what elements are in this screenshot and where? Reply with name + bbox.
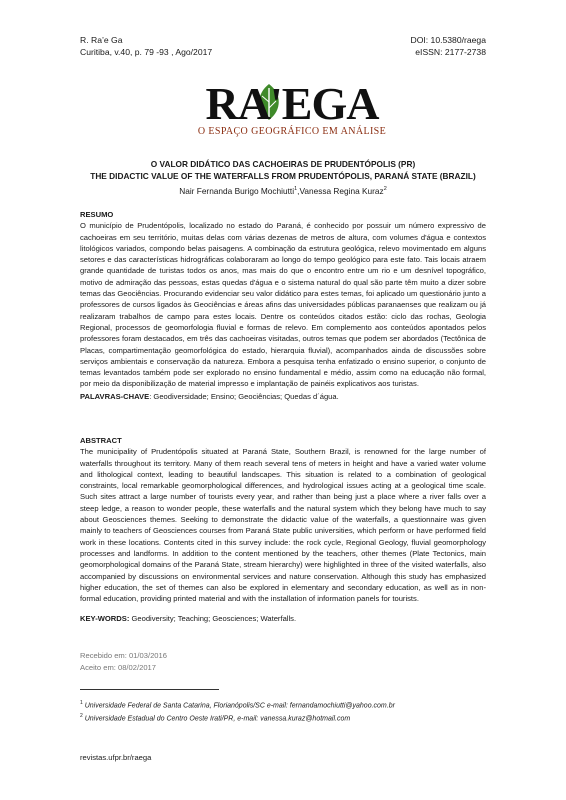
author-1: Nair Fernanda Burigo Mochiutti xyxy=(179,185,295,196)
journal-logo xyxy=(0,80,566,144)
footnote-divider xyxy=(80,689,219,690)
journal-url[interactable]: revistas.ufpr.br/raega xyxy=(80,753,152,762)
article-titles xyxy=(80,158,486,197)
keywords xyxy=(80,613,486,624)
abstract-heading: ABSTRACT xyxy=(80,436,122,445)
keywords-text: Geodiversity; Teaching; Geosciences; Waterfalls. xyxy=(129,614,297,624)
doi: DOI: 10.5380/raega xyxy=(410,35,486,45)
logo-tagline: O ESPAÇO GEOGRÁFICO EM ANÁLISE xyxy=(197,126,387,137)
journal-issue: Curitiba, v.40, p. 79 -93 , Ago/2017 xyxy=(80,47,213,57)
eissn: eISSN: 2177-2738 xyxy=(415,47,486,57)
submission-dates xyxy=(80,650,167,673)
palavras-chave-text: : Geodiversidade; Ensino; Geociências; Quedas d´água. xyxy=(149,391,339,401)
authors xyxy=(80,183,486,197)
journal-info xyxy=(80,34,212,58)
palavras-chave-label: PALAVRAS-CHAVE xyxy=(80,391,150,401)
accepted-date: Aceito em: 08/02/2017 xyxy=(80,662,156,672)
footnote-2 xyxy=(80,711,486,724)
journal-name: R. Ra’e Ga xyxy=(80,35,123,45)
author-2: Vanessa Regina Kuraz xyxy=(299,185,384,196)
keywords-label: KEY-WORDS: xyxy=(80,614,130,624)
logo-wordmark: RA'EGA xyxy=(205,78,379,129)
footnote-2-mark: 2 xyxy=(80,713,83,720)
resumo-section xyxy=(80,209,486,402)
author-2-note: 2 xyxy=(383,186,387,192)
author-1-note: 1 xyxy=(294,186,298,192)
received-date: Recebido em: 01/03/2016 xyxy=(80,651,167,660)
palavras-chave xyxy=(80,391,486,402)
doi-info xyxy=(411,34,487,58)
title-english: THE DIDACTIC VALUE OF THE WATERFALLS FROM PRUDENTÓPOLIS, PARANÁ STATE (BRAZIL) xyxy=(90,171,476,181)
footnote-1-text: Universidade Federal de Santa Catarina, Florianópolis/SC e-mail: fernandamochiutti@yahoo.com.br xyxy=(82,702,395,710)
footnote-1-mark: 1 xyxy=(80,700,83,706)
abstract-section xyxy=(80,435,486,625)
resumo-heading: RESUMO xyxy=(80,210,114,219)
author-separator: , xyxy=(297,185,300,196)
title-portuguese: O VALOR DIDÁTICO DAS CACHOEIRAS DE PRUDENTÓPOLIS (PR) xyxy=(150,159,416,169)
footnote-1 xyxy=(80,698,486,711)
footnote-2-text: Universidade Estadual do Centro Oeste Irati/PR, e-mail: vanessa.kuraz@hotmail.com xyxy=(82,715,351,723)
abstract-body: The municipality of Prudentópolis situated at Paraná State, Southern Brazil, is renowned for the large number of waterfalls throughout its territory. Many of them reach several tens of meters in height and have a varied water volume and lithological context, leading to beautiful landscapes. This situation is related to a combination of geological constraints, local remarkable geomorphological differences, and hydrological issues acting at a geological time scale. Such sites attract a large number of tourists every year, and rather than being just a place where a river falls over a steep ledge, a reason to wonder people, these waterfalls and the natural system which they belong have much to say about Geosciences themes. Seeking to demonstrate the didactic value of the waterfalls, a questionnaire was given mainly to teachers of Geosciences courses from Paraná State public universities, which perform or have performed field work in these locations. Contents cited in this survey include: the rock cycle, Regional Geology, fluvial geomorphology processes and landforms. In addition to the content mentioned by the teachers, other themes (Plate Tectonics, main geomorphological domains of the Paraná State, stream hierarchy) were highlighted in three of the visited waterfalls, also accompanied by discussions on environmental services and nature conservation. Although this study has emphasized higher education, the set of themes can also be explored in elementary and secondary education, as well as in non-formal education, providing printed material and with the installation of information panels for tourists. xyxy=(80,447,486,604)
footnotes xyxy=(80,698,486,725)
resumo-body: O município de Prudentópolis, localizado no estado do Paraná, é conhecido por possuir um número expressivo de cachoeiras em seu território, muitas delas com várias dezenas de metros de altura, com volumes d'água e contextos litológicos variados, compondo belas paisagens. A combinação da estrutura geológica, relevo movimentado em alguns setores e das características hidrográficas colaboraram ao longo do tempo geológico para este fato. Tais locais atraem grande quantidade de turistas todos os anos, mas mais do que o encontro entre um rio e um desnível topográfico, motivo de admiração das pessoas, estas quedas d'água e o sistema natural do qual são parte têm muito a dizer sobre temas das Geociências. Procurando evidenciar seu valor didático para estes temas, foi aplicado um questionário junto a professores de cursos ligados às Geociências e áreas afins das universidades públicas paranaenses que realizam ou já realizaram trabalhos de campo para estes locais. Dentre os conteúdos citados estão: ciclo das rochas, Geologia Regional, processos de geomorfologia fluvial e formas de relevo. Em complemento aos conteúdos apontados pelos professores foram destacados, em três das cachoeiras visitadas, outros temas que podem ser abordados (Tectônica de Placas, compartimentação geomorfológica do estado, hierarquia fluvial), acompanhados ainda de discussões sobre serviços ambientais e conservação da natureza. Embora a pesquisa tenha enfatizado o ensino superior, o conjunto de temas levantados também pode ser explorado no ensino fundamental e médio, assim como na educação não formal, por meio da disponibilização de material impresso e implantação de painéis explicativos aos turistas. xyxy=(80,221,486,389)
